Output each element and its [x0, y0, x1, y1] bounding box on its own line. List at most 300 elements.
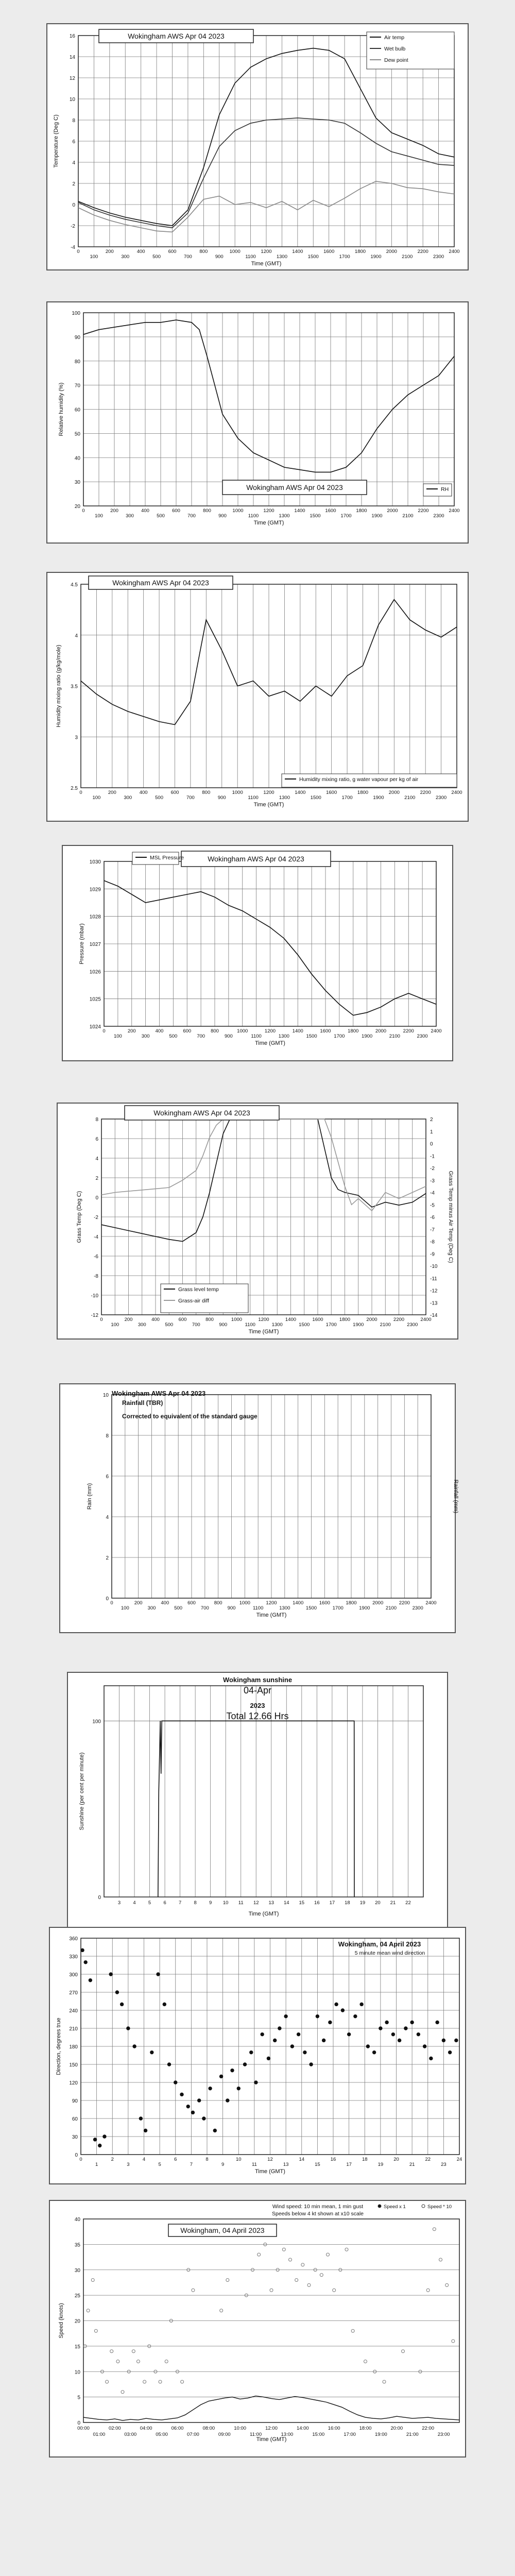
y-tick-label: 20: [74, 504, 80, 510]
x-tick-label: 14:00: [296, 2426, 309, 2431]
chart-title: Wokingham AWS Apr 04 2023: [112, 1389, 206, 1397]
x-tick-label: 200: [124, 1317, 133, 1323]
y-tick-label: 6: [106, 1474, 109, 1480]
y-tick-label: 70: [74, 383, 80, 389]
x-tick-label: 3: [127, 2162, 130, 2167]
x-tick-label: 200: [127, 1028, 136, 1034]
x-tick-label: 700: [183, 254, 192, 260]
x-tick-label: 1800: [346, 1600, 357, 1606]
y-tick-label: 35: [74, 2242, 80, 2248]
x-axis-label: Time (GMT): [253, 802, 284, 808]
x-tick-label: 500: [165, 1322, 174, 1328]
x-tick-label: 16: [330, 2157, 336, 2162]
legend-label: Humidity mixing ratio, g water vapour per kg of air: [299, 776, 419, 783]
x-tick-label: 1600: [326, 790, 337, 795]
legend-label: Grass-air diff: [178, 1298, 209, 1304]
sunshine-chart: [68, 1673, 447, 1928]
y-tick-label: 2: [72, 181, 75, 187]
x-tick-label: 1200: [258, 1317, 269, 1323]
data-point: [159, 2380, 162, 2383]
x-tick-label: 2000: [387, 508, 398, 514]
x-tick-label: 15:00: [312, 2432, 325, 2437]
chart-title: Wokingham sunshine: [222, 1676, 293, 1684]
x-tick-label: 700: [187, 513, 196, 519]
x-tick-label: 1600: [323, 249, 335, 255]
legend-label: Dew point: [384, 57, 408, 63]
x-tick-label: 9: [221, 2162, 225, 2167]
data-point: [433, 2228, 436, 2231]
x-tick-label: 1400: [292, 1028, 303, 1034]
x-tick-label: 1600: [319, 1600, 330, 1606]
data-point: [258, 2253, 261, 2256]
x-tick-label: 1200: [266, 1600, 277, 1606]
x-tick-label: 2200: [418, 508, 429, 514]
x-tick-label: 1400: [294, 508, 305, 514]
x-tick-label: 17:00: [344, 2432, 356, 2437]
data-point: [267, 2057, 270, 2060]
x-tick-label: 400: [141, 508, 149, 514]
x-tick-label: 900: [217, 795, 226, 801]
x-tick-label: 700: [192, 1322, 200, 1328]
data-point: [237, 2087, 240, 2090]
y-axis-label: Direction, degrees true: [56, 2018, 62, 2075]
x-tick-label: 19:00: [375, 2432, 387, 2437]
x-tick-label: 1000: [237, 1028, 248, 1034]
x-tick-label: 1800: [339, 1317, 351, 1323]
x-tick-label: 0: [100, 1317, 103, 1323]
y-tick-label: 2.5: [71, 786, 78, 791]
y2-tick-label: -11: [430, 1276, 437, 1282]
data-point: [254, 2081, 258, 2084]
x-tick-label: 300: [126, 513, 134, 519]
y-tick-label: 8: [95, 1117, 98, 1123]
x-tick-label: 2200: [399, 1600, 410, 1606]
x-tick-label: 1500: [305, 1605, 317, 1611]
x-tick-label: 1300: [271, 1322, 283, 1328]
x-tick-label: 1700: [332, 1605, 344, 1611]
data-point: [410, 2021, 414, 2024]
y-tick-label: 100: [72, 311, 80, 316]
y-tick-label: 60: [74, 407, 80, 413]
x-tick-label: 0: [77, 249, 80, 255]
y-tick-label: 1026: [89, 969, 101, 975]
x-tick-label: 17: [329, 1900, 335, 1906]
x-tick-label: 2300: [417, 1033, 428, 1039]
y2-tick-label: -14: [430, 1313, 438, 1318]
x-tick-label: 07:00: [187, 2432, 199, 2437]
y-tick-label: 10: [102, 1393, 109, 1398]
x-tick-label: 900: [219, 1322, 228, 1328]
data-point: [316, 2014, 319, 2018]
x-tick-label: 0: [110, 1600, 113, 1606]
y-tick-label: 50: [74, 431, 80, 437]
x-tick-label: 1900: [373, 795, 384, 801]
x-tick-label: 14: [283, 1900, 289, 1906]
data-point: [301, 2263, 304, 2266]
y2-axis-label: Rainfall (mm): [453, 1479, 459, 1514]
x-tick-label: 1400: [285, 1317, 297, 1323]
y-tick-label: 60: [72, 2116, 78, 2122]
legend-label: MSL Pressure: [150, 855, 184, 861]
temperature-chart: [47, 24, 468, 269]
y2-tick-label: 2: [430, 1117, 433, 1123]
y-tick-label: 180: [69, 2044, 78, 2050]
data-point: [174, 2081, 177, 2084]
data-point: [398, 2039, 401, 2042]
x-tick-label: 1600: [325, 508, 336, 514]
data-point: [354, 2014, 357, 2018]
x-tick-label: 4: [133, 1900, 136, 1906]
x-tick-label: 6: [174, 2157, 177, 2162]
data-point: [132, 2350, 135, 2353]
y-tick-label: 90: [72, 2098, 78, 2104]
x-tick-label: 23: [441, 2162, 447, 2167]
x-tick-label: 11: [251, 2162, 257, 2167]
x-tick-label: 100: [121, 1605, 129, 1611]
y-tick-label: 120: [69, 2080, 78, 2086]
x-tick-label: 15: [315, 2162, 320, 2167]
data-point: [289, 2258, 292, 2261]
x-tick-label: 1200: [261, 249, 272, 255]
y2-tick-label: 1: [430, 1129, 433, 1135]
data-point: [364, 2360, 367, 2363]
y-tick-label: 4: [75, 633, 78, 639]
x-tick-label: 400: [155, 1028, 164, 1034]
x-tick-label: 500: [169, 1033, 178, 1039]
x-axis-label: Time (GMT): [253, 520, 284, 526]
x-tick-label: 1300: [279, 795, 290, 801]
x-tick-label: 100: [95, 513, 103, 519]
data-point: [121, 2391, 124, 2394]
wind-direction-chart: [50, 1928, 465, 2183]
x-tick-label: 1700: [325, 1322, 337, 1328]
x-tick-label: 1300: [279, 513, 290, 519]
x-tick-label: 1800: [348, 1028, 359, 1034]
chart-subtitle: Wind speed: 10 min mean, 1 min gust: [272, 2204, 364, 2210]
x-tick-label: 02:00: [108, 2426, 121, 2431]
x-tick-label: 800: [205, 1317, 214, 1323]
data-point: [261, 2032, 264, 2036]
y-tick-label: -12: [91, 1313, 98, 1318]
chart-title: Wokingham AWS Apr 04 2023: [128, 32, 225, 40]
data-point: [439, 2258, 442, 2261]
data-point: [284, 2014, 287, 2018]
y-axis-label: Rain (mm): [87, 1483, 93, 1510]
y-tick-label: 240: [69, 2008, 78, 2014]
y-tick-label: 30: [74, 480, 80, 486]
x-tick-label: 900: [215, 254, 224, 260]
data-point: [341, 2009, 344, 2012]
x-tick-label: 600: [168, 249, 177, 255]
humidity-chart: [47, 302, 468, 543]
y-tick-label: 100: [92, 1719, 101, 1725]
data-point: [133, 2045, 136, 2048]
data-point: [127, 2027, 130, 2030]
x-tick-label: 18:00: [359, 2426, 372, 2431]
y-tick-label: -10: [91, 1293, 98, 1299]
data-point: [404, 2027, 407, 2030]
x-tick-label: 1400: [292, 249, 303, 255]
x-tick-label: 19: [359, 1900, 366, 1906]
y-tick-label: 2: [95, 1176, 98, 1181]
x-tick-label: 01:00: [93, 2432, 106, 2437]
x-tick-label: 700: [186, 795, 195, 801]
y-tick-label: 15: [74, 2344, 80, 2350]
y-axis-label: Relative humidity (%): [58, 382, 64, 436]
data-point: [213, 2129, 216, 2132]
x-tick-label: 13:00: [281, 2432, 294, 2437]
data-point: [139, 2117, 142, 2120]
data-point: [81, 1948, 84, 1952]
data-point: [426, 2289, 430, 2292]
data-point: [295, 2279, 298, 2282]
y-tick-label: 6: [72, 139, 75, 145]
data-point: [327, 2253, 330, 2256]
x-tick-label: 2400: [451, 790, 462, 795]
x-tick-label: 9: [209, 1900, 212, 1906]
data-point: [366, 2045, 369, 2048]
x-tick-label: 0: [79, 2157, 82, 2162]
y-tick-label: 330: [69, 1954, 78, 1960]
y-tick-label: 6: [95, 1137, 98, 1142]
x-tick-label: 2100: [380, 1322, 391, 1328]
data-point: [383, 2380, 386, 2383]
x-tick-label: 1000: [232, 508, 244, 514]
y-tick-label: 4: [72, 160, 75, 166]
data-point: [448, 2050, 451, 2054]
x-tick-label: 11: [238, 1900, 244, 1906]
legend-label: Air temp: [384, 35, 405, 41]
x-tick-label: 7: [178, 1900, 182, 1906]
data-point: [219, 2075, 222, 2078]
data-point: [143, 2380, 146, 2383]
data-point: [103, 2135, 106, 2138]
x-tick-label: 500: [152, 254, 161, 260]
x-tick-label: 06:00: [171, 2426, 184, 2431]
x-tick-label: 1600: [320, 1028, 331, 1034]
y-tick-label: 8: [106, 1433, 109, 1439]
x-tick-label: 1300: [279, 1605, 290, 1611]
data-point: [278, 2027, 281, 2030]
data-point: [109, 1973, 112, 1976]
x-tick-label: 21: [409, 2162, 415, 2167]
data-point: [93, 2138, 96, 2141]
x-tick-label: 2100: [404, 795, 416, 801]
y-tick-label: -6: [94, 1254, 98, 1260]
y2-tick-label: -8: [430, 1239, 435, 1245]
data-point: [430, 2057, 433, 2060]
x-tick-label: 0: [79, 790, 82, 795]
chart-title: Wokingham AWS Apr 04 2023: [112, 579, 209, 587]
data-point: [144, 2129, 147, 2132]
x-tick-label: 1100: [252, 1605, 264, 1611]
x-tick-label: 2400: [449, 508, 460, 514]
y-tick-label: 0: [72, 202, 75, 208]
y-tick-label: 3: [75, 735, 78, 741]
x-tick-label: 900: [218, 513, 227, 519]
x-tick-label: 1900: [353, 1322, 364, 1328]
chart-panel-mixing-ratio: [46, 572, 469, 822]
x-tick-label: 300: [121, 254, 130, 260]
chart-title: Wokingham AWS Apr 04 2023: [246, 483, 343, 492]
data-point: [91, 2279, 94, 2282]
x-tick-label: 2200: [393, 1317, 405, 1323]
y2-tick-label: -2: [430, 1166, 435, 1172]
x-tick-label: 1: [95, 2162, 98, 2167]
x-tick-label: 800: [199, 249, 208, 255]
x-tick-label: 2300: [433, 254, 444, 260]
x-tick-label: 0: [102, 1028, 106, 1034]
chart-title: Wokingham, 04 April 2023: [180, 2226, 265, 2234]
x-tick-label: 1100: [245, 1322, 255, 1328]
x-tick-label: 2100: [389, 1033, 400, 1039]
x-tick-label: 13: [283, 2162, 289, 2167]
x-tick-label: 1500: [299, 1322, 310, 1328]
x-tick-label: 100: [113, 1033, 122, 1039]
y-tick-label: 0: [95, 1195, 98, 1201]
data-point: [94, 2329, 97, 2332]
data-point: [452, 2340, 455, 2343]
x-tick-label: 2000: [372, 1600, 384, 1606]
x-tick-label: 600: [187, 1600, 196, 1606]
x-tick-label: 16: [314, 1900, 320, 1906]
y2-tick-label: -3: [430, 1178, 435, 1184]
data-point: [226, 2099, 229, 2102]
y-tick-label: 20: [74, 2318, 80, 2325]
y-tick-label: 0: [75, 2153, 78, 2158]
x-tick-label: 400: [136, 249, 145, 255]
data-point: [423, 2045, 426, 2048]
x-tick-label: 1500: [310, 513, 321, 519]
data-point: [192, 2289, 195, 2292]
x-tick-label: 500: [155, 795, 164, 801]
data-point: [310, 2063, 313, 2066]
data-point: [290, 2045, 294, 2048]
data-point: [347, 2032, 350, 2036]
x-tick-label: 2300: [433, 513, 444, 519]
x-tick-label: 800: [203, 508, 211, 514]
x-tick-label: 100: [111, 1322, 119, 1328]
x-tick-label: 2300: [407, 1322, 418, 1328]
x-tick-label: 18: [362, 2157, 368, 2162]
x-tick-label: 12: [253, 1900, 259, 1906]
chart-panel-humidity: [46, 301, 469, 544]
y-tick-label: 360: [69, 1936, 78, 1942]
y-tick-label: 90: [74, 334, 80, 341]
x-tick-label: 1500: [310, 795, 321, 801]
y-tick-label: 1024: [89, 1024, 101, 1030]
y-tick-label: 10: [74, 2369, 80, 2376]
series-line: [83, 2396, 459, 2421]
y-tick-label: -8: [94, 1274, 98, 1279]
x-tick-label: 500: [157, 513, 165, 519]
y-tick-label: 3.5: [71, 684, 78, 690]
data-point: [442, 2039, 445, 2042]
x-tick-label: 700: [197, 1033, 205, 1039]
x-tick-label: 1000: [232, 790, 243, 795]
data-point: [202, 2117, 205, 2120]
data-point: [89, 1978, 92, 1981]
x-tick-label: 13: [268, 1900, 274, 1906]
x-tick-label: 700: [200, 1605, 209, 1611]
y2-tick-label: -7: [430, 1227, 435, 1233]
data-point: [209, 2087, 212, 2090]
x-tick-label: 900: [227, 1605, 236, 1611]
chart-note: Speeds below 4 kt shown at x10 scale: [271, 2211, 364, 2217]
data-point: [417, 2032, 420, 2036]
x-axis-label: Time (GMT): [256, 2436, 287, 2443]
legend-label: Speed x 1: [384, 2204, 406, 2210]
data-point: [436, 2021, 439, 2024]
x-tick-label: 1500: [307, 254, 319, 260]
legend-swatch: [422, 2205, 425, 2208]
y-axis-label: Speed (knots): [58, 2303, 64, 2338]
x-tick-label: 2300: [436, 795, 447, 801]
x-tick-label: 2000: [375, 1028, 387, 1034]
x-tick-label: 2400: [449, 249, 460, 255]
x-tick-label: 2200: [403, 1028, 414, 1034]
x-axis-label: Time (GMT): [255, 2168, 285, 2175]
y2-tick-label: -1: [430, 1154, 435, 1160]
data-point: [250, 2050, 253, 2054]
x-tick-label: 2100: [385, 1605, 397, 1611]
y-tick-label: 1027: [89, 942, 101, 947]
x-tick-label: 17: [346, 2162, 352, 2167]
x-tick-label: 800: [202, 790, 211, 795]
data-point: [320, 2274, 323, 2277]
chart-note: Corrected to equivalent of the standard gauge: [122, 1413, 258, 1420]
x-tick-label: 22: [425, 2157, 431, 2162]
y-tick-label: 210: [69, 2026, 78, 2032]
x-tick-label: 10: [235, 2157, 242, 2162]
x-tick-label: 10:00: [234, 2426, 247, 2431]
x-tick-label: 2000: [386, 249, 397, 255]
legend-swatch: [378, 2205, 381, 2208]
x-tick-label: 1200: [263, 508, 274, 514]
data-point: [385, 2021, 388, 2024]
pressure-chart: [63, 846, 452, 1060]
data-point: [231, 2069, 234, 2072]
x-tick-label: 23:00: [437, 2432, 450, 2437]
x-tick-label: 1000: [239, 1600, 250, 1606]
data-point: [360, 2003, 363, 2006]
x-tick-label: 2400: [420, 1317, 432, 1323]
y2-tick-label: -4: [430, 1190, 435, 1196]
rainfall-chart: [60, 1384, 459, 1632]
x-tick-label: 1900: [359, 1605, 370, 1611]
data-point: [116, 2360, 119, 2363]
x-tick-label: 400: [151, 1317, 160, 1323]
data-point: [351, 2329, 354, 2332]
x-tick-label: 300: [138, 1322, 146, 1328]
y-tick-label: 270: [69, 1990, 78, 1996]
chart-subtitle: Rainfall (TBR): [122, 1399, 163, 1406]
x-tick-label: 400: [161, 1600, 169, 1606]
chart-panel-wind-speed: [49, 2200, 466, 2458]
x-tick-label: 400: [139, 790, 148, 795]
x-tick-label: 20: [393, 2157, 399, 2162]
y-tick-label: 10: [69, 97, 75, 103]
x-tick-label: 1900: [371, 513, 383, 519]
x-axis-label: Time (GMT): [256, 1612, 287, 1618]
y-tick-label: 5: [77, 2395, 80, 2401]
x-tick-label: 1800: [356, 508, 367, 514]
x-tick-label: 03:00: [124, 2432, 137, 2437]
x-tick-label: 2000: [366, 1317, 377, 1323]
x-tick-label: 5: [148, 1900, 151, 1906]
x-tick-label: 3: [117, 1900, 121, 1906]
y-tick-label: 2: [106, 1555, 109, 1561]
